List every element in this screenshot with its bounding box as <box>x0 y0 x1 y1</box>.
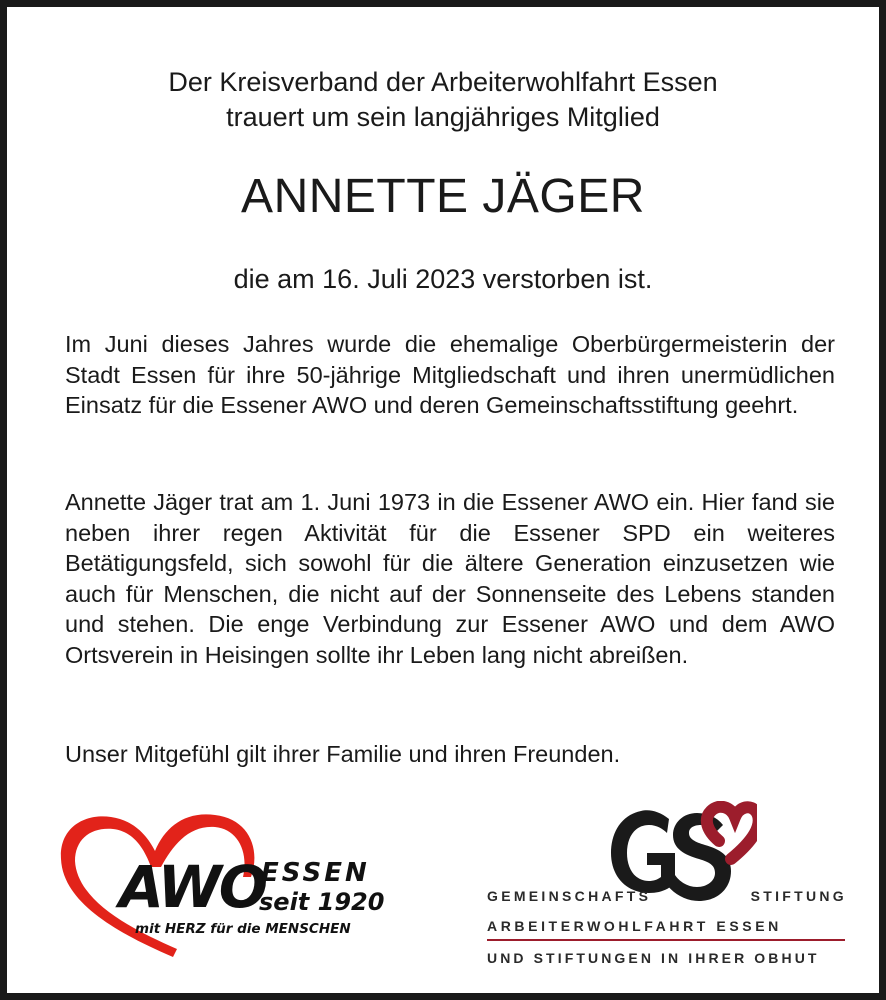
paragraph-honor: Im Juni dieses Jahres wurde die ehemalige Oberbürgermeisterin der Stadt Essen für ihre 50-jährige Mitgliedschaft und ihren unermüdlichen Einsatz für die Essener AWO und deren Gemeinschaftsstiftung geehrt. <box>65 331 835 418</box>
gemeinschaftsstiftung-logo <box>477 797 857 977</box>
stiftung-line-1 <box>487 888 847 904</box>
notice-heading <box>47 65 839 135</box>
heading-line-2: trauert um sein langjähriges Mitglied <box>226 102 660 132</box>
paragraph-biography: Annette Jäger trat am 1. Juni 1973 in die Essener AWO ein. Hier fand sie neben ihrer regen Aktivität für die Essener SPD ein weiteres Betätigungsfeld, sich sowohl für die ältere Generation einzusetzen wie auch für Menschen, die nicht auf der Sonnenseite des Lebens standen und stehen. Die enge Verbindung zur Essener AWO und dem AWO Ortsverein in Heisingen sollte ihr Leben lang nicht abreißen. <box>65 489 835 668</box>
awo-essen-logo <box>55 807 395 967</box>
stiftung-divider <box>487 939 845 941</box>
awo-slogan: mit HERZ für die MENSCHEN <box>135 921 351 937</box>
awo-city: ESSEN <box>261 858 370 888</box>
stiftung-line-1-right: STIFTUNG <box>750 888 847 904</box>
awo-wordmark: AWO <box>119 853 265 921</box>
paragraph-condolence: Unser Mitgefühl gilt ihrer Familie und ihren Freunden. <box>65 741 621 767</box>
awo-since: seit 1920 <box>259 888 385 916</box>
stiftung-line-1-left: GEMEINSCHAFTS <box>487 888 652 904</box>
deceased-name: ANNETTE JÄGER <box>241 170 645 223</box>
heading-line-1: Der Kreisverband der Arbeiterwohlfahrt Essen <box>168 67 718 97</box>
stiftung-line-3: UND STIFTUNGEN IN IHRER OBHUT <box>487 950 820 966</box>
stiftung-line-2: ARBEITERWOHLFAHRT ESSEN <box>487 918 782 934</box>
death-date-line: die am 16. Juli 2023 verstorben ist. <box>233 264 653 294</box>
